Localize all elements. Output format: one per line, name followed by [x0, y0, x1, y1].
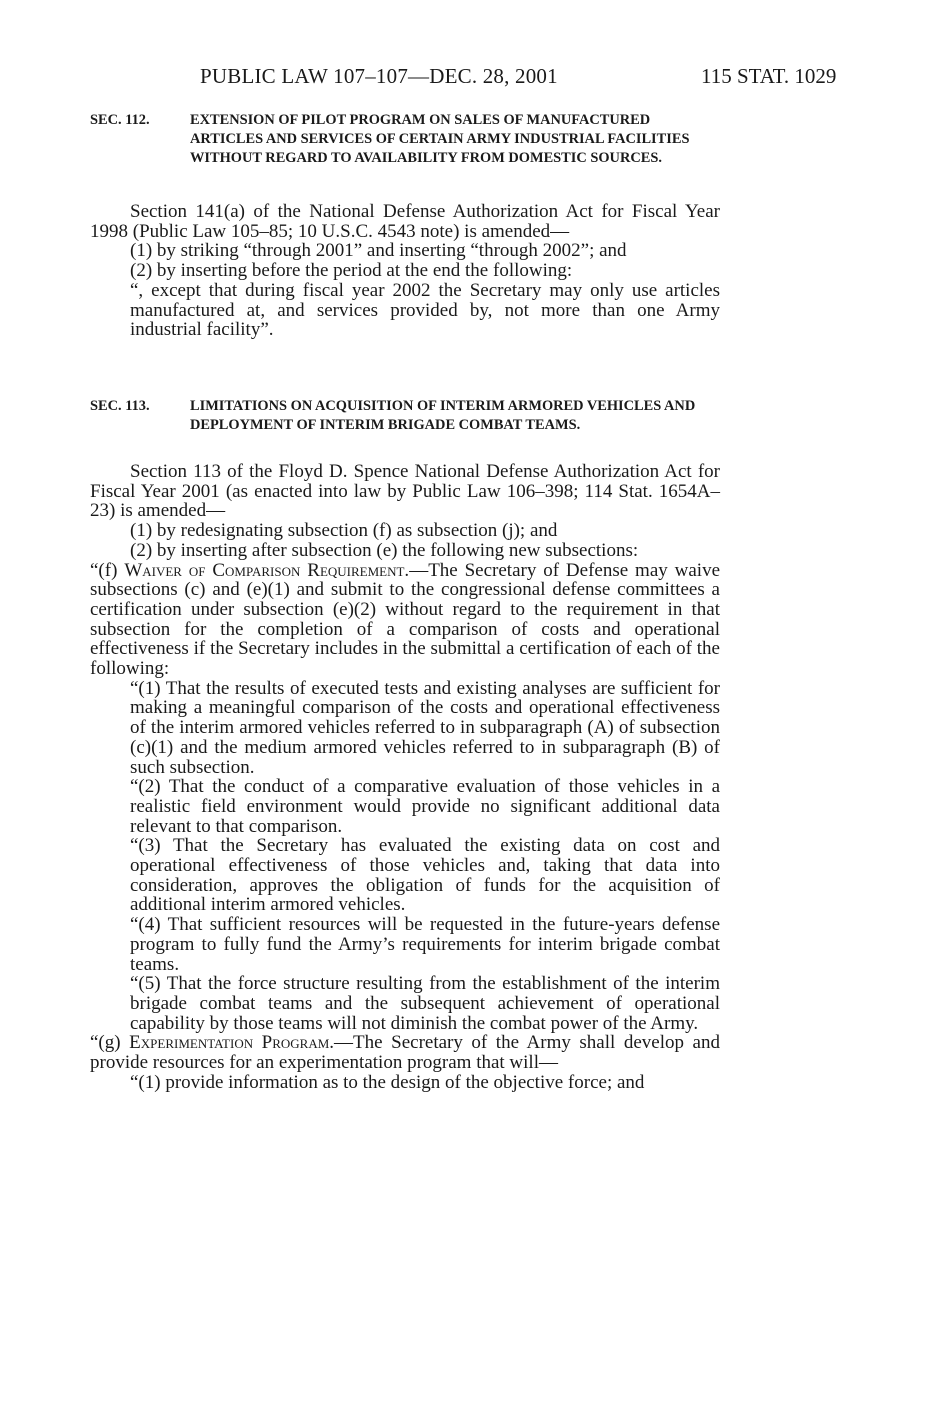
section-113-intro: Section 113 of the Floyd D. Spence National Defense Authorization Act for Fiscal Year 2001 (as enacted into law by Public Law 106–398; 114 Stat. 1654A–23) is amended—	[90, 461, 720, 522]
section-113-number: SEC. 113.	[90, 398, 150, 414]
section-112-title: EXTENSION OF PILOT PROGRAM ON SALES OF MANUFACTURED ARTICLES AND SERVICES OF CERTAIN ARMY INDUSTRIAL FACILITIES WITHOUT REGARD TO AVAILABILITY FROM DOMESTIC SOURCES.	[190, 112, 690, 166]
subsection-f-paragraph-5: “(5) That the force structure resulting from the establishment of the interim brigade combat teams and the subsequent achievement of operational capability by those teams will not diminish the combat power of the Army.	[130, 973, 720, 1034]
running-header-title: PUBLIC LAW 107–107—DEC. 28, 2001	[200, 64, 558, 88]
subsection-g-paragraph-1: “(1) provide information as to the design of the objective force; and	[130, 1071, 645, 1093]
subsection-f-paragraph-1: “(1) That the results of executed tests and existing analyses are sufficient for making a meaningful comparison of the costs and operational effectiveness of the interim armored vehicles referred to in subparagraph (A) of subsection (c)(1) and the medium armored vehicles referred to in subparagraph (B) of such subsection.	[130, 677, 720, 778]
section-112-intro: Section 141(a) of the National Defense Authorization Act for Fiscal Year 1998 (Public Law 105–85; 10 U.S.C. 4543 note) is amended—	[90, 201, 720, 242]
section-112-number: SEC. 112.	[90, 112, 150, 128]
section-113-item-2: (2) by inserting after subsection (e) the following new subsections:	[130, 539, 639, 561]
section-112-item-1: (1) by striking “through 2001” and inserting “through 2002”; and	[130, 240, 627, 262]
statute-page-number: 115 STAT. 1029	[701, 64, 837, 88]
section-112-inserted-text: “, except that during fiscal year 2002 the Secretary may only use articles manufactured at, and services provided by, not more than one Army industrial facility”.	[130, 279, 720, 341]
subsection-f-designation: “(f)	[90, 559, 118, 581]
subsection-g	[90, 1033, 720, 1072]
subsection-f-paragraph-4: “(4) That sufficient resources will be requested in the future-years defense program to fully fund the Army’s requirements for interim brigade combat teams.	[130, 914, 720, 975]
section-112-heading	[90, 111, 720, 168]
section-112-item-2: (2) by inserting before the period at the end the following:	[130, 260, 573, 282]
subsection-f	[90, 561, 720, 679]
subsection-g-heading: Experimentation Program.	[129, 1032, 335, 1054]
subsection-f-paragraph-3: “(3) That the Secretary has evaluated the existing data on cost and operational effectiveness of those vehicles and, taking that data into consideration, approves the obligation of funds for the acquisition of additional interim armored vehicles.	[130, 835, 720, 916]
subsection-g-designation: “(g)	[90, 1032, 121, 1054]
section-113-body	[90, 462, 720, 1093]
section-113-heading	[90, 397, 720, 435]
section-113-title: LIMITATIONS ON ACQUISITION OF INTERIM ARMORED VEHICLES AND DEPLOYMENT OF INTERIM BRIGADE COMBAT TEAMS.	[190, 398, 696, 433]
subsection-f-text: —The Secretary of Defense may waive subsections (c) and (e)(1) and submit to the congressional defense committees a certification under subsection (e)(2) without regard to the requirement in that subsection for the completion of a comparison of costs and operational effectiveness if the Secretary includes in the submittal a certification of each of the following:	[90, 559, 721, 680]
section-113-item-1: (1) by redesignating subsection (f) as subsection (j); and	[130, 520, 558, 542]
subsection-f-heading: Waiver of Comparison Requirement.	[124, 559, 410, 581]
subsection-g-text: —The Secretary of the Army shall develop and provide resources for an experimentation program that will—	[90, 1032, 720, 1074]
subsection-f-paragraph-2: “(2) That the conduct of a comparative evaluation of those vehicles in a realistic field environment would provide no significant additional data relevant to that comparison.	[130, 776, 720, 837]
section-112-body	[90, 202, 720, 340]
